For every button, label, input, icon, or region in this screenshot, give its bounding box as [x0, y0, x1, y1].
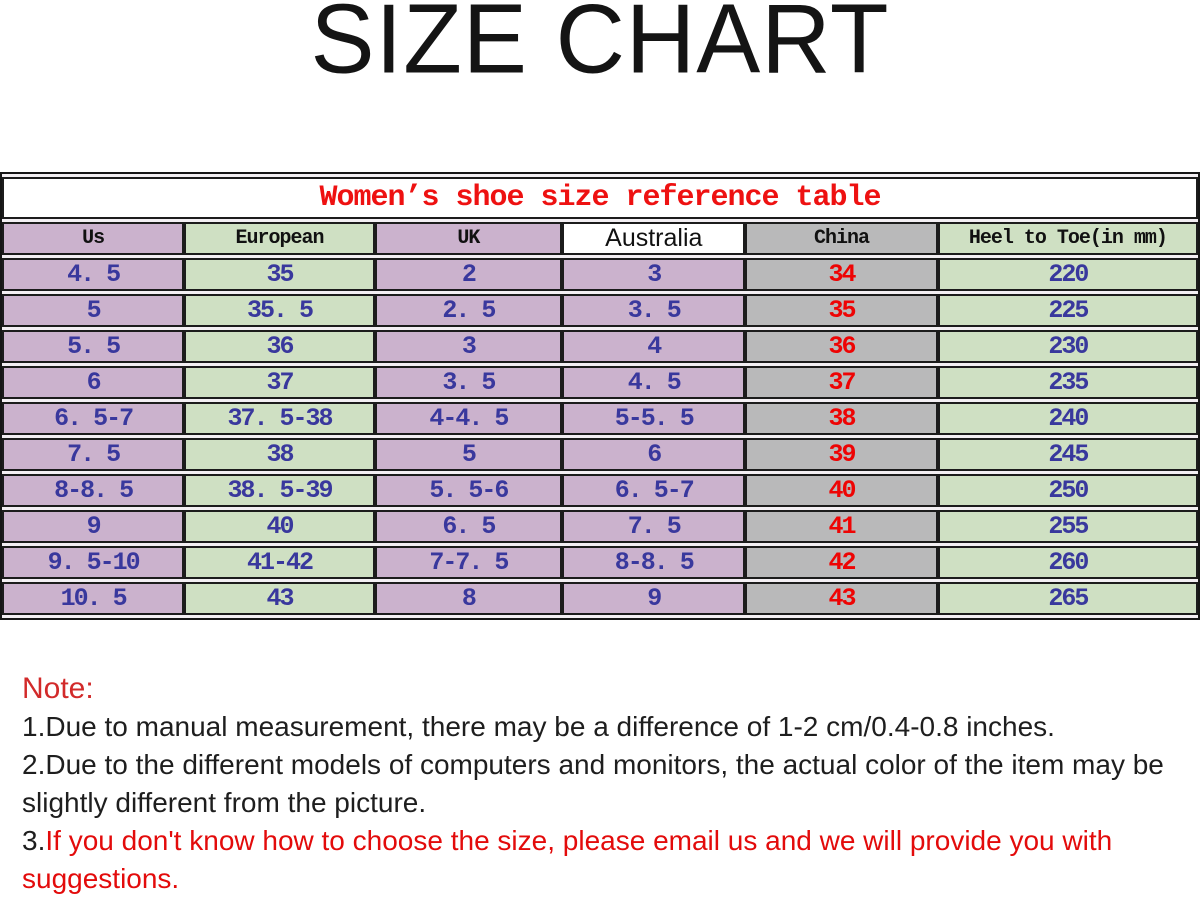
cell-australia: 5-5. 5 [562, 402, 745, 435]
cell-australia: 8-8. 5 [562, 546, 745, 579]
cell-european: 40 [184, 510, 374, 543]
cell-heel-to-toe-in-mm: 260 [938, 546, 1198, 579]
cell-china: 37 [745, 366, 938, 399]
cell-us: 10. 5 [2, 582, 184, 615]
table-row [2, 294, 1198, 327]
note-item [22, 746, 1186, 822]
notes-list [22, 708, 1186, 898]
cell-china: 36 [745, 330, 938, 363]
cell-china: 35 [745, 294, 938, 327]
cell-european: 35. 5 [184, 294, 374, 327]
table-row [2, 258, 1198, 291]
header-uk: UK [375, 222, 563, 255]
note-text: Due to manual measurement, there may be a difference of 1-2 cm/0.4-0.8 inches. [45, 711, 1055, 742]
cell-uk: 4-4. 5 [375, 402, 563, 435]
cell-heel-to-toe-in-mm: 240 [938, 402, 1198, 435]
cell-australia: 9 [562, 582, 745, 615]
cell-australia: 7. 5 [562, 510, 745, 543]
cell-uk: 5. 5-6 [375, 474, 563, 507]
table-row [2, 402, 1198, 435]
cell-china: 42 [745, 546, 938, 579]
cell-european: 37. 5-38 [184, 402, 374, 435]
cell-heel-to-toe-in-mm: 255 [938, 510, 1198, 543]
cell-uk: 8 [375, 582, 563, 615]
table-row [2, 510, 1198, 543]
header-us: Us [2, 222, 184, 255]
table-row [2, 438, 1198, 471]
cell-heel-to-toe-in-mm: 220 [938, 258, 1198, 291]
table-row [2, 546, 1198, 579]
note-number: 3. [22, 825, 46, 856]
cell-european: 43 [184, 582, 374, 615]
cell-australia: 6 [562, 438, 745, 471]
cell-us: 7. 5 [2, 438, 184, 471]
cell-european: 38. 5-39 [184, 474, 374, 507]
cell-heel-to-toe-in-mm: 265 [938, 582, 1198, 615]
notes-heading: Note: [22, 672, 94, 705]
cell-us: 9. 5-10 [2, 546, 184, 579]
table-title-row [2, 177, 1198, 219]
note-item [22, 822, 1186, 898]
cell-us: 9 [2, 510, 184, 543]
cell-european: 37 [184, 366, 374, 399]
cell-us: 5 [2, 294, 184, 327]
cell-us: 8-8. 5 [2, 474, 184, 507]
cell-european: 35 [184, 258, 374, 291]
table-row [2, 582, 1198, 615]
cell-uk: 2 [375, 258, 563, 291]
cell-uk: 6. 5 [375, 510, 563, 543]
cell-heel-to-toe-in-mm: 225 [938, 294, 1198, 327]
note-text: If you don't know how to choose the size, please email us and we will provide you with suggestions. [22, 825, 1113, 894]
cell-australia: 6. 5-7 [562, 474, 745, 507]
note-number: 2. [22, 749, 46, 780]
cell-australia: 4 [562, 330, 745, 363]
table-header-row [2, 222, 1198, 255]
cell-china: 34 [745, 258, 938, 291]
table-row [2, 330, 1198, 363]
cell-china: 38 [745, 402, 938, 435]
cell-heel-to-toe-in-mm: 245 [938, 438, 1198, 471]
table-title: Women’s shoe size reference table [2, 177, 1198, 219]
cell-uk: 7-7. 5 [375, 546, 563, 579]
cell-heel-to-toe-in-mm: 230 [938, 330, 1198, 363]
cell-us: 6. 5-7 [2, 402, 184, 435]
shoe-size-table [0, 172, 1200, 620]
cell-heel-to-toe-in-mm: 235 [938, 366, 1198, 399]
cell-china: 41 [745, 510, 938, 543]
cell-uk: 5 [375, 438, 563, 471]
cell-european: 41-42 [184, 546, 374, 579]
cell-china: 43 [745, 582, 938, 615]
cell-european: 38 [184, 438, 374, 471]
cell-heel-to-toe-in-mm: 250 [938, 474, 1198, 507]
header-european: European [184, 222, 374, 255]
table-row [2, 474, 1198, 507]
table-row [2, 366, 1198, 399]
cell-china: 40 [745, 474, 938, 507]
notes-section [22, 670, 1186, 898]
cell-us: 4. 5 [2, 258, 184, 291]
cell-uk: 3. 5 [375, 366, 563, 399]
cell-us: 5. 5 [2, 330, 184, 363]
cell-australia: 3. 5 [562, 294, 745, 327]
cell-uk: 3 [375, 330, 563, 363]
cell-us: 6 [2, 366, 184, 399]
header-china: China [745, 222, 938, 255]
note-text: Due to the different models of computers and monitors, the actual color of the item may be slightly different from the picture. [22, 749, 1164, 818]
header-heel-to-toe-in-mm: Heel to Toe(in mm) [938, 222, 1198, 255]
cell-australia: 3 [562, 258, 745, 291]
page-title: SIZE CHART [310, 0, 890, 95]
note-item [22, 708, 1186, 746]
cell-china: 39 [745, 438, 938, 471]
cell-european: 36 [184, 330, 374, 363]
note-number: 1. [22, 711, 46, 742]
cell-australia: 4. 5 [562, 366, 745, 399]
header-australia: Australia [562, 222, 745, 255]
cell-uk: 2. 5 [375, 294, 563, 327]
